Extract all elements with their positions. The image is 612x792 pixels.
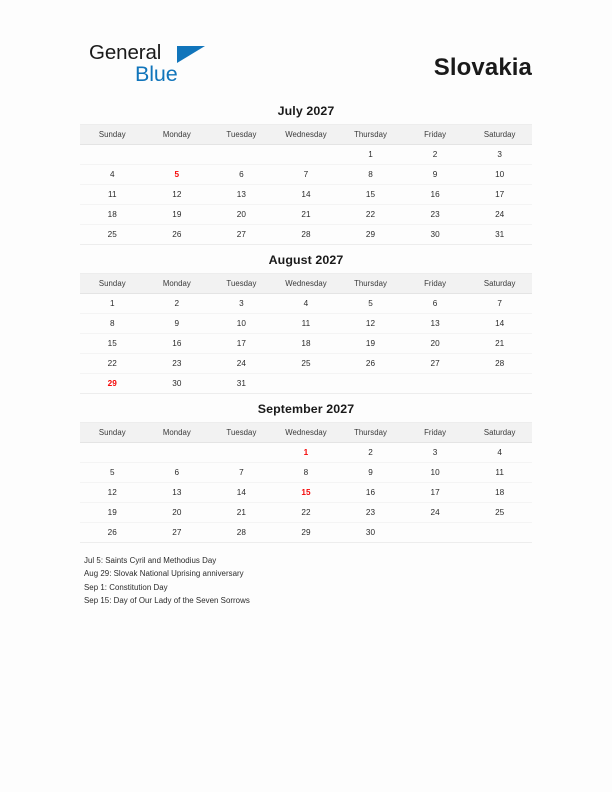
calendar-day[interactable]: 10: [467, 165, 532, 185]
calendar-day[interactable]: 19: [80, 503, 145, 523]
calendar-day[interactable]: 18: [274, 334, 339, 354]
calendar-day[interactable]: 22: [80, 354, 145, 374]
holiday-notes-list: [84, 554, 504, 607]
weekday-header-row: [80, 274, 532, 294]
calendar-day[interactable]: 11: [274, 314, 339, 334]
calendar-day[interactable]: 8: [80, 314, 145, 334]
calendar-day[interactable]: 31: [209, 374, 274, 394]
weekday-thursday: Thursday: [338, 125, 403, 145]
logo-text-blue: Blue: [135, 62, 178, 86]
calendar-week-row: [80, 225, 532, 245]
calendar-day[interactable]: 14: [209, 483, 274, 503]
calendar-day[interactable]: 5: [338, 294, 403, 314]
calendar-week-row: [80, 483, 532, 503]
calendar-week-row: [80, 503, 532, 523]
calendar-day[interactable]: 10: [209, 314, 274, 334]
calendar-day[interactable]: 23: [403, 205, 468, 225]
weekday-tuesday: Tuesday: [209, 423, 274, 443]
weekday-monday: Monday: [145, 125, 210, 145]
calendar-day[interactable]: 30: [403, 225, 468, 245]
calendar-week-row: [80, 165, 532, 185]
month-block-july: [80, 104, 532, 245]
calendar-day[interactable]: 28: [467, 354, 532, 374]
calendar-day[interactable]: 1: [338, 145, 403, 165]
calendar-day[interactable]: 6: [145, 463, 210, 483]
weekday-thursday: Thursday: [338, 274, 403, 294]
weekday-saturday: Saturday: [467, 423, 532, 443]
calendar-day[interactable]: 25: [80, 225, 145, 245]
calendar-table-july: [80, 124, 532, 245]
calendar-day-empty: [209, 443, 274, 463]
page-header: [80, 38, 532, 94]
calendar-day[interactable]: 7: [467, 294, 532, 314]
calendar-day[interactable]: 2: [145, 294, 210, 314]
calendar-day-holiday[interactable]: 29: [80, 374, 145, 394]
weekday-sunday: Sunday: [80, 274, 145, 294]
calendar-day[interactable]: 19: [145, 205, 210, 225]
calendar-day-holiday[interactable]: 5: [145, 165, 210, 185]
calendar-day[interactable]: 23: [145, 354, 210, 374]
calendar-day[interactable]: 26: [338, 354, 403, 374]
calendar-day[interactable]: 20: [403, 334, 468, 354]
weekday-monday: Monday: [145, 274, 210, 294]
calendar-day[interactable]: 11: [467, 463, 532, 483]
month-title: July 2027: [277, 104, 335, 118]
calendar-table-august: [80, 273, 532, 394]
calendar-day[interactable]: 21: [209, 503, 274, 523]
calendar-day-empty: [467, 523, 532, 543]
calendar-day[interactable]: 10: [403, 463, 468, 483]
calendar-day-empty: [145, 145, 210, 165]
calendar-day-holiday[interactable]: 15: [274, 483, 339, 503]
calendar-day[interactable]: 4: [274, 294, 339, 314]
weekday-tuesday: Tuesday: [209, 125, 274, 145]
calendar-day[interactable]: 25: [274, 354, 339, 374]
calendar-day-empty: [209, 145, 274, 165]
weekday-sunday: Sunday: [80, 423, 145, 443]
calendar-week-row: [80, 463, 532, 483]
weekday-friday: Friday: [403, 125, 468, 145]
weekday-sunday: Sunday: [80, 125, 145, 145]
calendar-day[interactable]: 7: [274, 165, 339, 185]
calendar-body: [80, 294, 532, 394]
weekday-monday: Monday: [145, 423, 210, 443]
calendar-week-row: [80, 145, 532, 165]
calendar-day[interactable]: 17: [209, 334, 274, 354]
weekday-tuesday: Tuesday: [209, 274, 274, 294]
calendar-day[interactable]: 6: [403, 294, 468, 314]
calendar-day[interactable]: 17: [467, 185, 532, 205]
calendar-day-empty: [80, 145, 145, 165]
calendar-body: [80, 443, 532, 543]
calendar-day[interactable]: 27: [145, 523, 210, 543]
calendar-day[interactable]: 13: [403, 314, 468, 334]
calendar-day[interactable]: 26: [145, 225, 210, 245]
calendar-day[interactable]: 2: [338, 443, 403, 463]
calendar-body: [80, 145, 532, 245]
calendar-day[interactable]: 24: [467, 205, 532, 225]
calendar-day[interactable]: 30: [338, 523, 403, 543]
calendar-day[interactable]: 22: [338, 205, 403, 225]
calendar-day[interactable]: 23: [338, 503, 403, 523]
calendar-day[interactable]: 21: [274, 205, 339, 225]
month-block-august: [80, 253, 532, 394]
calendar-day[interactable]: 13: [209, 185, 274, 205]
calendar-day[interactable]: 6: [209, 165, 274, 185]
calendar-day[interactable]: 18: [467, 483, 532, 503]
calendar-day[interactable]: 4: [80, 165, 145, 185]
weekday-friday: Friday: [403, 274, 468, 294]
calendar-week-row: [80, 205, 532, 225]
calendar-day[interactable]: 9: [338, 463, 403, 483]
calendar-day[interactable]: 16: [338, 483, 403, 503]
calendar-day[interactable]: 31: [467, 225, 532, 245]
weekday-saturday: Saturday: [467, 274, 532, 294]
calendar-day-empty: [403, 523, 468, 543]
holiday-note: Sep 15: Day of Our Lady of the Seven Sorrows: [84, 595, 250, 605]
weekday-header-row: [80, 423, 532, 443]
calendar-day[interactable]: 30: [145, 374, 210, 394]
weekday-wednesday: Wednesday: [274, 274, 339, 294]
calendar-day[interactable]: 12: [145, 185, 210, 205]
month-title: September 2027: [257, 402, 355, 416]
calendar-day-empty: [274, 374, 339, 394]
calendar-table-september: [80, 422, 532, 543]
month-block-september: [80, 402, 532, 543]
weekday-thursday: Thursday: [338, 423, 403, 443]
calendar-week-row: [80, 185, 532, 205]
calendar-day[interactable]: 12: [338, 314, 403, 334]
calendar-week-row: [80, 314, 532, 334]
calendar-week-row: [80, 443, 532, 463]
calendar-day-empty: [145, 443, 210, 463]
calendar-day[interactable]: 8: [338, 165, 403, 185]
calendar-day[interactable]: 2: [403, 145, 468, 165]
calendar-day-empty: [338, 374, 403, 394]
general-blue-logo: [89, 41, 279, 93]
calendar-day[interactable]: 26: [80, 523, 145, 543]
calendar-day[interactable]: 4: [467, 443, 532, 463]
calendar-day[interactable]: 20: [209, 205, 274, 225]
weekday-saturday: Saturday: [467, 125, 532, 145]
calendar-day[interactable]: 14: [467, 314, 532, 334]
calendar-day[interactable]: 27: [403, 354, 468, 374]
calendar-day[interactable]: 9: [403, 165, 468, 185]
calendar-day[interactable]: 24: [403, 503, 468, 523]
calendar-day[interactable]: 3: [209, 294, 274, 314]
calendar-day[interactable]: 16: [403, 185, 468, 205]
weekday-header-row: [80, 125, 532, 145]
calendar-week-row: [80, 334, 532, 354]
calendar-day[interactable]: 19: [338, 334, 403, 354]
calendar-day[interactable]: 11: [80, 185, 145, 205]
calendar-day[interactable]: 25: [467, 503, 532, 523]
calendar-day[interactable]: 18: [80, 205, 145, 225]
country-title: Slovakia: [433, 54, 532, 81]
calendar-day[interactable]: 16: [145, 334, 210, 354]
calendar-day-empty: [467, 374, 532, 394]
calendar-week-row: [80, 354, 532, 374]
calendar-day[interactable]: 9: [145, 314, 210, 334]
calendar-day[interactable]: 28: [274, 225, 339, 245]
calendar-day[interactable]: 15: [338, 185, 403, 205]
calendar-day[interactable]: 21: [467, 334, 532, 354]
calendar-day[interactable]: 7: [209, 463, 274, 483]
calendar-day-empty: [274, 145, 339, 165]
calendar-day[interactable]: 1: [80, 294, 145, 314]
calendar-day[interactable]: 28: [209, 523, 274, 543]
calendar-day[interactable]: 24: [209, 354, 274, 374]
logo-triangle-icon: [177, 46, 205, 63]
calendar-day[interactable]: 17: [403, 483, 468, 503]
calendar-day[interactable]: 22: [274, 503, 339, 523]
calendar-day[interactable]: 27: [209, 225, 274, 245]
holiday-note: Aug 29: Slovak National Uprising anniversary: [84, 569, 244, 579]
calendar-day[interactable]: 15: [80, 334, 145, 354]
calendar-day[interactable]: 29: [274, 523, 339, 543]
calendar-day[interactable]: 29: [338, 225, 403, 245]
calendar-week-row: [80, 523, 532, 543]
calendar-day[interactable]: 12: [80, 483, 145, 503]
holiday-note: Jul 5: Saints Cyril and Methodius Day: [84, 556, 217, 565]
calendar-day-empty: [403, 374, 468, 394]
calendar-day[interactable]: 20: [145, 503, 210, 523]
calendar-week-row: [80, 294, 532, 314]
calendar-day-holiday[interactable]: 1: [274, 443, 339, 463]
weekday-wednesday: Wednesday: [274, 125, 339, 145]
logo-text-general: General: [89, 41, 162, 64]
calendar-day[interactable]: 3: [467, 145, 532, 165]
calendar-day[interactable]: 5: [80, 463, 145, 483]
calendar-day-empty: [80, 443, 145, 463]
calendar-day[interactable]: 3: [403, 443, 468, 463]
weekday-friday: Friday: [403, 423, 468, 443]
calendar-day[interactable]: 8: [274, 463, 339, 483]
weekday-wednesday: Wednesday: [274, 423, 339, 443]
calendar-day[interactable]: 13: [145, 483, 210, 503]
calendar-day[interactable]: 14: [274, 185, 339, 205]
month-title: August 2027: [268, 253, 344, 267]
calendar-week-row: [80, 374, 532, 394]
holiday-note: Sep 1: Constitution Day: [84, 582, 168, 592]
